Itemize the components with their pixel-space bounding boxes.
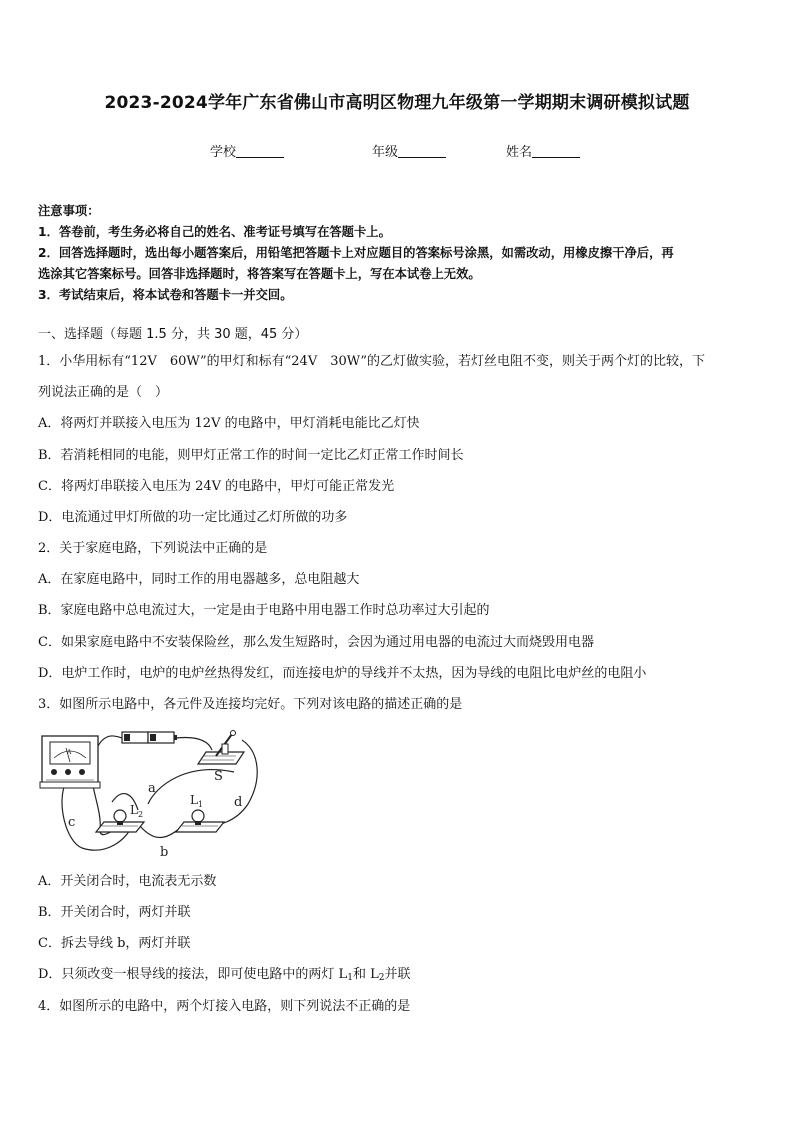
school-blank[interactable]	[236, 145, 284, 158]
q3-option-d-sub1: 1	[347, 973, 353, 983]
q3-option-d-pre: D．只须改变一根导线的接法，即可使电路中的两灯 L	[38, 967, 348, 982]
switch-label: S	[214, 769, 223, 784]
lamp-l2-label: $L_2$	[130, 803, 144, 819]
q3-option-d-post: 并联	[384, 967, 411, 982]
q3-stem: 3．如图所示电路中，各元件及连接均完好。下列对该电路的描述正确的是	[38, 697, 463, 712]
notes-item-1: 1．答卷前，考生务必将自己的姓名、准考证号填写在答题卡上。	[38, 225, 391, 239]
lamp-l1-icon	[176, 810, 224, 832]
q2-option-b: B．家庭电路中总电流过大，一定是由于电路中用电器工作时总功率过大引起的	[38, 603, 490, 618]
q2-option-c: C．如果家庭电路中不安装保险丝，那么发生短路时，会因为通过用电器的电流过大而烧毁用电器	[38, 635, 594, 650]
name-label: 姓名	[506, 145, 533, 160]
switch-icon	[198, 731, 244, 765]
q3-option-c: C．拆去导线 b，两灯并联	[38, 936, 191, 951]
wire-c-label: c	[68, 815, 76, 830]
wire-b-label: b	[160, 845, 169, 860]
ammeter-label: A	[67, 749, 72, 756]
school-field	[210, 141, 284, 160]
q4-stem: 4．如图所示的电路中，两个灯接入电路，则下列说法不正确的是	[38, 999, 411, 1014]
q3-option-d-sub2: 2	[378, 973, 385, 983]
grade-field	[372, 141, 446, 160]
wire-d-label: d	[234, 795, 243, 810]
notes-item-2-cont: 选涂其它答案标号。回答非选择题时，将答案写在答题卡上，写在本试卷上无效。	[38, 267, 481, 281]
notes-item-2: 2．回答选择题时，选出每小题答案后，用铅笔把答题卡上对应题目的答案标号涂黑，如需改动，用橡皮擦干净后，再	[38, 246, 674, 260]
q1-stem-line1: 1．小华用标有“12V 60W”的甲灯和标有“24V 30W”的乙灯做实验，若灯丝电阻不变，则关于两个灯的比较，下	[38, 354, 706, 369]
name-blank[interactable]	[532, 145, 580, 158]
section-heading: 一、选择题（每题 1.5 分，共 30 题，45 分）	[38, 327, 308, 342]
q3-option-d	[38, 967, 410, 986]
q3-circuit-figure	[36, 722, 266, 864]
q1-option-d: D．电流通过甲灯所做的功一定比通过乙灯所做的功多	[38, 510, 348, 525]
q2-stem: 2．关于家庭电路，下列说法中正确的是	[38, 541, 268, 556]
q2-option-d: D．电炉工作时，电炉的电炉丝热得发红，而连接电炉的导线并不太热，因为导线的电阻比电炉丝的电阻小	[38, 666, 647, 681]
name-field	[506, 141, 580, 160]
q3-option-d-mid: 和 L	[352, 967, 379, 982]
ammeter-icon	[40, 736, 100, 788]
page-title: 2023-2024学年广东省佛山市高明区物理九年级第一学期期末调研模拟试题	[104, 93, 690, 113]
q2-option-a: A．在家庭电路中，同时工作的用电器越多，总电阻越大	[38, 572, 360, 587]
battery-icon	[122, 732, 177, 743]
q3-option-b: B．开关闭合时，两灯并联	[38, 905, 191, 920]
wire-a-label: a	[148, 781, 156, 796]
grade-blank[interactable]	[398, 145, 446, 158]
q1-option-b: B．若消耗相同的电能，则甲灯正常工作的时间一定比乙灯正常工作时间长	[38, 448, 464, 463]
q1-option-a: A．将两灯并联接入电压为 12V 的电路中，甲灯消耗电能比乙灯快	[38, 416, 420, 431]
notes-heading: 注意事项：	[38, 204, 100, 218]
lamp-l1-label: $L_1$	[190, 793, 204, 809]
q3-option-a: A．开关闭合时，电流表无示数	[38, 874, 217, 889]
grade-label: 年级	[372, 145, 399, 160]
school-label: 学校	[210, 145, 237, 160]
notes-item-3: 3．考试结束后，将本试卷和答题卡一并交回。	[38, 288, 293, 302]
q1-option-c: C．将两灯串联接入电压为 24V 的电路中，甲灯可能正常发光	[38, 479, 395, 494]
q1-stem-line2: 列说法正确的是（ ）	[38, 385, 169, 400]
